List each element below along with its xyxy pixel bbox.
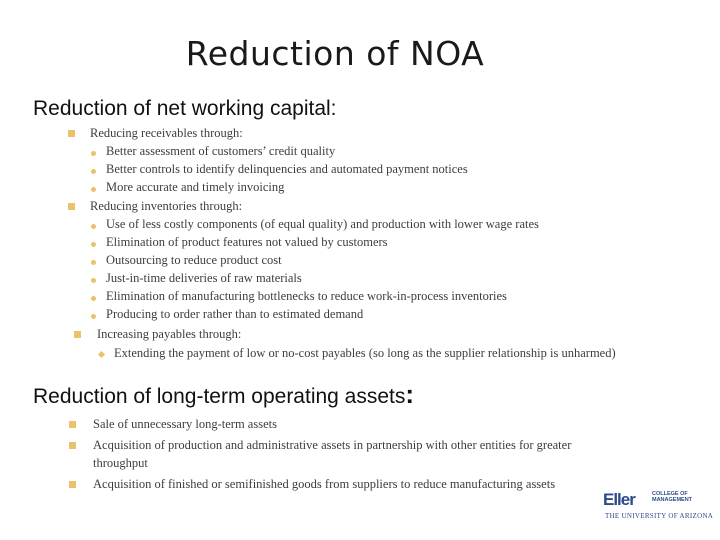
list-item: Elimination of manufacturing bottlenecks to reduce work-in-process inventories (106, 289, 507, 303)
list-item: Use of less costly components (of equal quality) and production with lower wage rates (106, 217, 539, 231)
list-item: Better assessment of customers’ credit quality (106, 144, 336, 158)
list-item-continuation: throughput (93, 456, 148, 470)
list-item: Just-in-time deliveries of raw materials (106, 271, 302, 285)
section-heading-text: Reduction of long-term operating assets (33, 385, 406, 408)
slide-title: Reduction of NOA (185, 34, 485, 73)
dot-bullet-icon (91, 224, 96, 229)
list-item: Better controls to identify delinquencies and automated payment notices (106, 162, 468, 176)
list-item: Elimination of product features not valued by customers (106, 235, 388, 249)
group-label-inventories: Reducing inventories through: (90, 199, 243, 213)
dot-bullet-icon (91, 242, 96, 247)
dot-bullet-icon (91, 278, 96, 283)
section-heading-long-term-assets (33, 379, 414, 410)
dot-bullet-icon (91, 169, 96, 174)
square-bullet-icon (74, 331, 81, 338)
section-heading-working-capital: Reduction of net working capital: (33, 97, 337, 120)
section-heading-colon: : (405, 379, 415, 409)
dot-bullet-icon (91, 260, 96, 265)
group-label-receivables: Reducing receivables through: (90, 126, 243, 140)
list-item: More accurate and timely invoicing (106, 180, 285, 194)
list-item: Outsourcing to reduce product cost (106, 253, 282, 267)
logo-university-text: THE UNIVERSITY OF ARIZONA (605, 512, 714, 520)
list-item: Producing to order rather than to estimated demand (106, 307, 364, 321)
square-bullet-icon (69, 421, 76, 428)
list-item: Sale of unnecessary long-term assets (93, 417, 277, 431)
square-bullet-icon (68, 130, 75, 137)
group-label-payables: Increasing payables through: (97, 327, 242, 341)
logo-college-text: COLLEGE OF MANAGEMENT (652, 491, 693, 503)
dot-bullet-icon (91, 314, 96, 319)
square-bullet-icon (69, 481, 76, 488)
logo-mark: Eller (603, 490, 635, 509)
dot-bullet-icon (91, 187, 96, 192)
square-bullet-icon (68, 203, 75, 210)
square-bullet-icon (69, 442, 76, 449)
list-item: Acquisition of finished or semifinished goods from suppliers to reduce manufacturing assets (93, 477, 556, 491)
eller-college-logo (603, 488, 714, 524)
list-item: Acquisition of production and administrative assets in partnership with other entities for greater (93, 438, 572, 452)
dot-bullet-icon (91, 151, 96, 156)
dot-bullet-icon (91, 296, 96, 301)
list-item: Extending the payment of low or no-cost payables (so long as the supplier relationship is unharmed) (114, 346, 616, 360)
diamond-bullet-icon (98, 351, 105, 358)
